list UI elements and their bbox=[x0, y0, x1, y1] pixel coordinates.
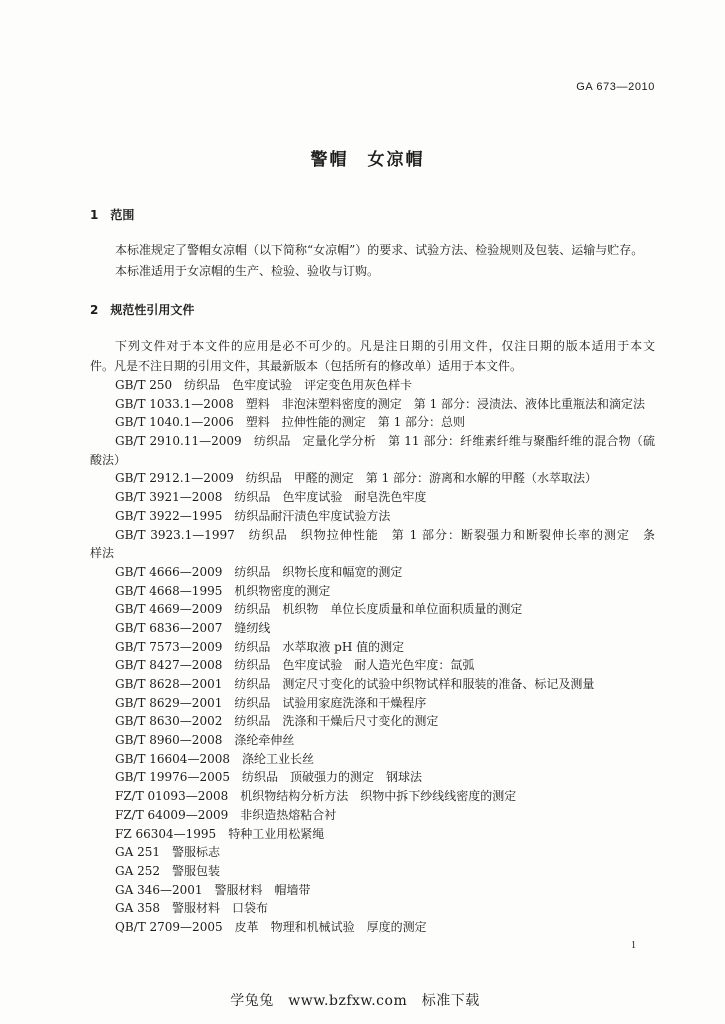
standard-code-header: GA 673—2010 bbox=[576, 81, 655, 93]
reference-item: GB/T 8628—2001 纺织品 测定尺寸变化的试验中织物试样和服装的准备、标记及测量 bbox=[115, 677, 595, 691]
reference-item: GB/T 8629—2001 纺织品 试验用家庭洗涤和干燥程序 bbox=[115, 695, 427, 710]
reference-item: FZ 66304—1995 特种工业用松紧绳 bbox=[115, 826, 325, 841]
reference-item: GA 346—2001 警服材料 帽墙带 bbox=[115, 882, 311, 897]
reference-item: GB/T 3923.1—1997 纺织品 织物拉伸性能 第 1 部分：断裂强力和断裂伸长率的测定 条 bbox=[115, 527, 655, 542]
reference-item: GA 251 警服标志 bbox=[115, 845, 220, 860]
reference-list bbox=[0, 376, 725, 937]
reference-item: GB/T 1040.1—2006 塑料 拉伸性能的测定 第 1 部分：总则 bbox=[115, 415, 466, 430]
reference-item: GB/T 7573—2009 纺织品 水萃取液 pH 值的测定 bbox=[115, 639, 405, 654]
footer-watermark: 学兔兔 www.bzfxw.com 标准下载 bbox=[230, 993, 480, 1009]
references-intro-line-2: 件。凡是不注日期的引用文件，其最新版本（包括所有的修改单）适用于本文件。 bbox=[90, 359, 523, 373]
scope-paragraph-1: 本标准规定了警帽女凉帽（以下简称“女凉帽”）的要求、试验方法、检验规则及包装、运输与贮存。 bbox=[115, 243, 644, 257]
reference-item: GB/T 4669—2009 纺织品 机织物 单位长度质量和单位面积质量的测定 bbox=[115, 602, 523, 617]
reference-item: GB/T 16604—2008 涤纶工业长丝 bbox=[115, 751, 314, 766]
section-heading-scope: 1 范围 bbox=[90, 208, 135, 222]
reference-item: GB/T 250 纺织品 色牢度试验 评定变色用灰色样卡 bbox=[115, 378, 413, 392]
reference-item: GB/T 4666—2009 纺织品 织物长度和幅宽的测定 bbox=[115, 564, 403, 579]
reference-item: FZ/T 01093—2008 机织物结构分析方法 织物中拆下纱线线密度的测定 bbox=[115, 789, 517, 804]
document-title: 警帽 女凉帽 bbox=[310, 150, 425, 170]
reference-item: GB/T 4668—1995 机织物密度的测定 bbox=[115, 583, 331, 598]
reference-item: GB/T 2910.11—2009 纺织品 定量化学分析 第 11 部分：纤维素纤维与聚酯纤维的混合物（硫 bbox=[115, 434, 655, 449]
reference-item-continuation: 样法 bbox=[90, 546, 115, 561]
reference-item-continuation: 酸法） bbox=[90, 452, 127, 467]
reference-item: GB/T 6836—2007 缝纫线 bbox=[115, 620, 271, 635]
reference-item: GB/T 2912.1—2009 纺织品 甲醛的测定 第 1 部分：游离和水解的甲醛（水萃取法） bbox=[115, 471, 598, 486]
reference-item: GB/T 3921—2008 纺织品 色牢度试验 耐皂洗色牢度 bbox=[115, 490, 427, 505]
reference-item: GB/T 3922—1995 纺织品耐汗渍色牢度试验方法 bbox=[115, 508, 391, 523]
page-number: 1 bbox=[631, 940, 636, 951]
reference-item: QB/T 2709—2005 皮革 物理和机械试验 厚度的测定 bbox=[115, 919, 427, 934]
section-heading-normative-references: 2 规范性引用文件 bbox=[90, 303, 195, 317]
reference-item: GA 358 警服材料 口袋布 bbox=[115, 901, 268, 916]
reference-item: GB/T 19976—2005 纺织品 顶破强力的测定 钢球法 bbox=[115, 770, 422, 785]
reference-item: FZ/T 64009—2009 非织造热熔粘合衬 bbox=[115, 807, 337, 822]
reference-item: GA 252 警服包装 bbox=[115, 863, 220, 878]
reference-item: GB/T 8960—2008 涤纶牵伸丝 bbox=[115, 733, 295, 748]
reference-item: GB/T 8630—2002 纺织品 洗涤和干燥后尺寸变化的测定 bbox=[115, 714, 439, 729]
reference-item: GB/T 8427—2008 纺织品 色牢度试验 耐人造光色牢度：氙弧 bbox=[115, 658, 475, 673]
references-intro-line-1: 下列文件对于本文件的应用是必不可少的。凡是注日期的引用文件，仅注日期的版本适用于本文 bbox=[115, 339, 655, 353]
reference-item: GB/T 1033.1—2008 塑料 非泡沫塑料密度的测定 第 1 部分：浸渍法、液体比重瓶法和滴定法 bbox=[115, 396, 646, 411]
scope-paragraph-2: 本标准适用于女凉帽的生产、检验、验收与订购。 bbox=[115, 264, 380, 278]
